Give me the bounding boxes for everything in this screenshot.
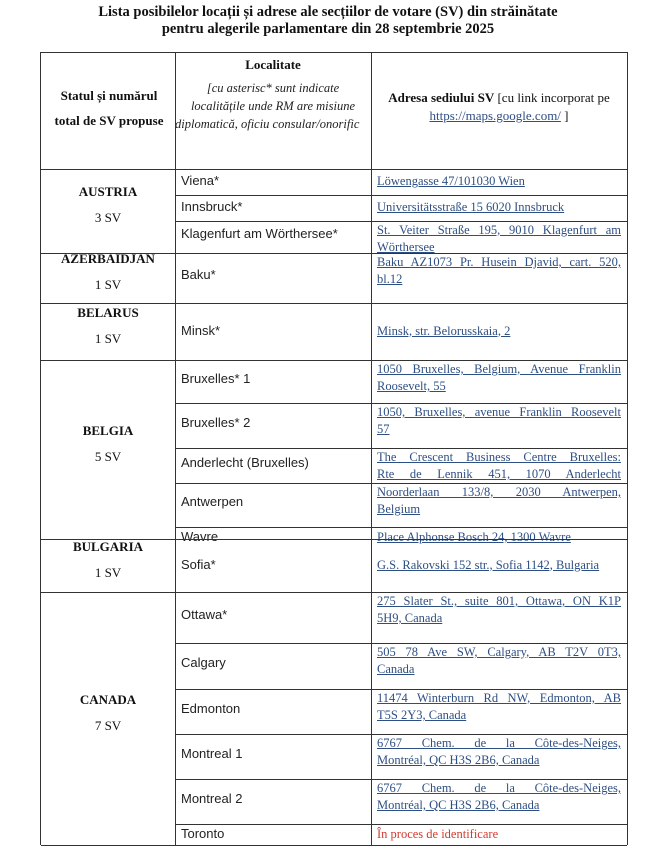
title-line-1: Lista posibilelor locații și adrese ale secțiilor de votare (SV) din străinătate xyxy=(98,4,558,20)
locality-name: Edmonton xyxy=(181,700,241,716)
address-link[interactable]: Place Alphonse Bosch 24, 1300 Wavre xyxy=(377,530,571,544)
row-divider xyxy=(175,734,627,735)
address-link[interactable]: Canada xyxy=(377,662,415,676)
row-divider xyxy=(175,221,627,222)
header-country-line1: Statul și numărul xyxy=(60,88,158,103)
address-link[interactable]: Roosevelt, 55 xyxy=(377,379,446,393)
address-link[interactable]: Belgium xyxy=(377,502,421,516)
country-station-count: 1 SV xyxy=(94,564,122,580)
locality-name: Minsk* xyxy=(181,322,221,338)
column-divider-1 xyxy=(175,53,176,845)
country-divider xyxy=(41,303,627,304)
locality-name: Bruxelles* 2 xyxy=(181,414,251,430)
header-address xyxy=(371,90,627,106)
row-divider xyxy=(175,643,627,644)
address-link[interactable]: 1050, Bruxelles, avenue Franklin Roosevelt xyxy=(377,405,621,419)
country-station-count: 1 SV xyxy=(94,330,122,346)
country-divider xyxy=(41,253,627,254)
address-link[interactable]: G.S. Rakovski 152 str., Sofia 1142, Bulgaria xyxy=(377,557,600,572)
locality-name: Ottawa* xyxy=(181,606,228,622)
address-link[interactable]: The Crescent Business Centre Bruxelles: xyxy=(377,450,621,464)
maps-link[interactable]: https://maps.google.com/ xyxy=(429,108,561,123)
locality-name: Bruxelles* 1 xyxy=(181,370,251,386)
address-link[interactable]: Montréal, QC H3S 2B6, Canada xyxy=(377,798,540,812)
header-locality-note-2: localitățile unde RM are misiune xyxy=(190,99,356,113)
row-divider xyxy=(175,483,627,484)
header-locality-note-3: diplomatică, oficiu consular/onorific xyxy=(175,117,360,131)
locality-name: Toronto xyxy=(181,826,225,841)
address-link[interactable]: 6767 Chem. de la Côte-des-Neiges, xyxy=(377,736,621,750)
address-link[interactable]: Rte de Lennik 451, 1070 Anderlecht xyxy=(377,467,621,481)
address-link[interactable]: 505 78 Ave SW, Calgary, AB T2V 0T3, xyxy=(377,645,621,659)
country-station-count: 3 SV xyxy=(94,210,122,225)
header-address-title: Adresa sediului SV xyxy=(388,90,495,105)
locality-name: Klagenfurt am Wörthersee* xyxy=(181,226,338,241)
header-locality-title: Localitate xyxy=(245,57,301,72)
country-name: CANADA xyxy=(79,691,137,707)
locality-name: Calgary xyxy=(181,655,226,670)
country-station-count: 5 SV xyxy=(94,448,122,464)
address-link[interactable]: Minsk, str. Belorusskaia, 2 xyxy=(377,323,511,338)
address-link[interactable]: bl.12 xyxy=(377,272,403,286)
locality-name: Sofia* xyxy=(181,556,216,572)
title-line-2: pentru alegerile parlamentare din 28 septembrie 2025 xyxy=(161,21,495,37)
address-link[interactable]: 6767 Chem. de la Côte-des-Neiges, xyxy=(377,781,621,795)
country-name: BELARUS xyxy=(77,304,139,320)
header-address-link-line xyxy=(371,108,627,124)
country-name: AUSTRIA xyxy=(78,184,138,199)
header-country-line2: total de SV propuse xyxy=(54,113,164,128)
address-pending: În proces de identificare xyxy=(377,827,499,841)
locality-name: Antwerpen xyxy=(181,494,244,509)
locality-name: Montreal 2 xyxy=(181,790,243,806)
address-link[interactable]: Universitätsstraße 15 6020 Innsbruck xyxy=(377,200,565,214)
document-title xyxy=(0,4,656,38)
country-station-count: 7 SV xyxy=(94,717,122,733)
row-divider xyxy=(175,195,627,196)
address-link[interactable]: St. Veiter Straße 195, 9010 Klagenfurt am xyxy=(377,223,621,237)
address-link[interactable]: Noorderlaan 133/8, 2030 Antwerpen, xyxy=(377,485,621,499)
row-divider xyxy=(175,779,627,780)
header-divider xyxy=(41,169,627,170)
country-divider xyxy=(41,539,627,540)
address-link[interactable]: Montréal, QC H3S 2B6, Canada xyxy=(377,753,540,767)
locality-name: Wavre xyxy=(181,529,219,544)
locality-name: Baku* xyxy=(181,267,216,282)
address-link[interactable]: 5H9, Canada xyxy=(377,611,443,625)
row-divider xyxy=(175,448,627,449)
header-locality-note-1: [cu asterisc* sunt indicate xyxy=(206,81,340,95)
address-link[interactable]: Wörthersee xyxy=(377,240,435,254)
country-name: BELGIA xyxy=(82,422,134,438)
row-divider xyxy=(175,689,627,690)
locality-name: Anderlecht (Bruxelles) xyxy=(181,454,309,470)
country-divider xyxy=(41,592,627,593)
row-divider xyxy=(175,403,627,404)
locality-name: Innsbruck* xyxy=(181,199,243,214)
table-bottom-border xyxy=(41,845,627,846)
header-address-end: ] xyxy=(564,108,569,123)
header-address-note: [cu link incorporat pe xyxy=(497,90,610,105)
country-divider xyxy=(41,360,627,361)
country-name: BULGARIA xyxy=(72,538,144,554)
address-link[interactable]: 1050 Bruxelles, Belgium, Avenue Franklin xyxy=(377,362,621,376)
address-link[interactable]: Baku AZ1073 Pr. Husein Djavid, cart. 520, xyxy=(377,255,621,269)
row-divider xyxy=(175,824,627,825)
address-link[interactable]: Löwengasse 47/101030 Wien xyxy=(377,174,525,188)
address-link[interactable]: 57 xyxy=(377,422,390,436)
polling-stations-table xyxy=(40,52,628,845)
column-divider-2 xyxy=(371,53,372,845)
locality-name: Montreal 1 xyxy=(181,745,243,761)
locality-name: Viena* xyxy=(181,173,220,188)
country-name: AZERBAIDJAN xyxy=(61,251,155,266)
address-link[interactable]: 275 Slater St., suite 801, Ottawa, ON K1P xyxy=(377,594,621,608)
address-link[interactable]: 11474 Winterburn Rd NW, Edmonton, AB xyxy=(377,691,621,705)
address-link[interactable]: T5S 2Y3, Canada xyxy=(377,708,467,722)
country-station-count: 1 SV xyxy=(94,277,122,292)
row-divider xyxy=(175,527,627,528)
